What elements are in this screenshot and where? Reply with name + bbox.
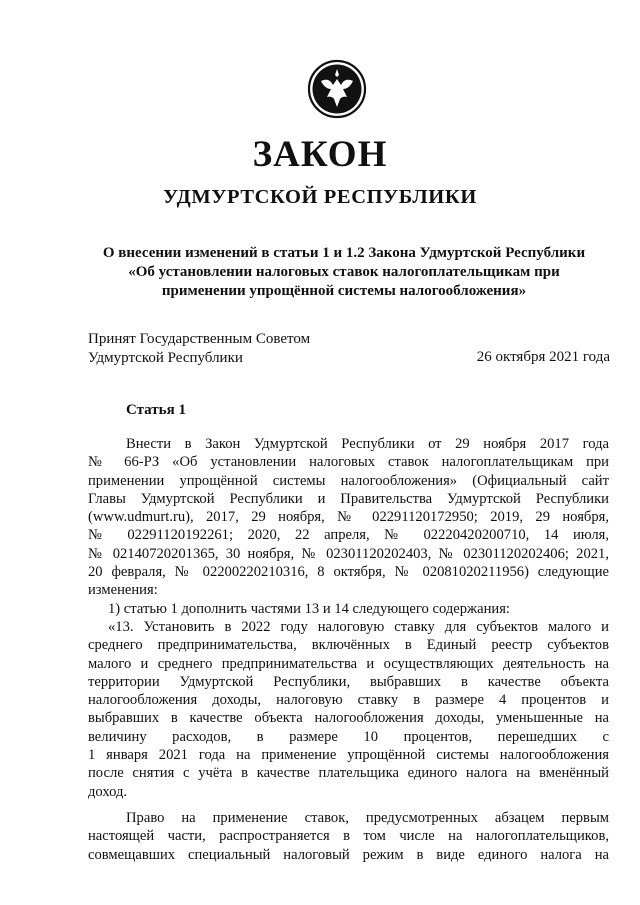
subject-line: О внесении изменений в статьи 1 и 1.2 Закона Удмуртской Республики	[102, 245, 586, 261]
republic-title: УДМУРТСКОЙ РЕСПУБЛИКИ	[163, 186, 477, 208]
body-line: (www.udmurt.ru), 2017, 29 ноября, № 02291120172950; 2019, 29 ноября,	[88, 509, 609, 526]
subject-line: применении упрощённой системы налогообложения»	[161, 283, 527, 299]
article-body	[88, 435, 609, 864]
adoption-note	[88, 330, 310, 367]
body-line: после снятия с учёта в качестве плательщика единого налога на вменённый	[88, 765, 609, 782]
coat-of-arms-emblem	[307, 59, 367, 119]
body-line: Право на применение ставок, предусмотренных абзацем первым	[126, 809, 609, 826]
paragraph-gap	[88, 801, 609, 809]
article-heading: Статья 1	[126, 402, 186, 418]
body-line: № 02140720201365, 30 ноября, № 02301120202403, № 02301120202406; 2021,	[88, 545, 609, 562]
law-subject	[70, 244, 618, 301]
body-line: 1 января 2021 года на применение упрощённой системы налогообложения	[88, 747, 609, 764]
body-line: Внести в Закон Удмуртской Республики от 29 ноября 2017 года	[126, 436, 609, 452]
body-line: изменения:	[88, 582, 158, 599]
body-line: применении упрощённой системы налогообложения» (Официальный сайт	[88, 472, 609, 489]
body-line: № 66-РЗ «Об установлении налоговых ставок налогоплательщикам при	[88, 454, 609, 471]
adoption-line: Принят Государственным Советом	[88, 331, 311, 347]
adoption-date: 26 октября 2021 года	[476, 349, 610, 365]
body-line: среднего предпринимательства, включённых в Единый реестр субъектов	[88, 637, 609, 654]
body-line: доход.	[88, 783, 128, 800]
body-line: «13. Установить в 2022 году налоговую ставку для субъектов малого и	[108, 618, 609, 635]
body-line: настоящей части, распространяется в том числе на налогоплательщиков,	[88, 828, 609, 845]
body-line: 20 февраля, № 02200220210316, 8 октября, № 02081020211956) следующие	[88, 564, 609, 581]
subject-line: «Об установлении налоговых ставок налогоплательщикам при	[128, 264, 560, 280]
adoption-line: Удмуртской Республики	[88, 349, 243, 366]
body-line: налогообложения доходы, налоговую ставку в размере 4 процентов и	[88, 692, 609, 709]
body-line: совмещавших специальный налоговый режим в виде единого налога на	[88, 846, 609, 863]
body-line: выбравших в качестве объекта налогообложения доходы, уменьшенные на	[88, 710, 609, 727]
body-line: малого и среднего предпринимательства и осуществляющих деятельность на	[88, 655, 609, 672]
body-line: территории Удмуртской Республики, выбравших в качестве объекта	[88, 673, 609, 690]
law-title: ЗАКОН	[252, 134, 388, 175]
body-line: № 02291120192261; 2020, 22 апреля, № 02220420200710, 14 июля,	[88, 527, 609, 544]
body-line: 1) статью 1 дополнить частями 13 и 14 следующего содержания:	[108, 600, 510, 617]
body-line: величину расходов, в размере 10 процентов, перешедших с	[88, 728, 609, 745]
body-line: Главы Удмуртской Республики и Правительства Удмуртской Республики	[88, 490, 609, 507]
